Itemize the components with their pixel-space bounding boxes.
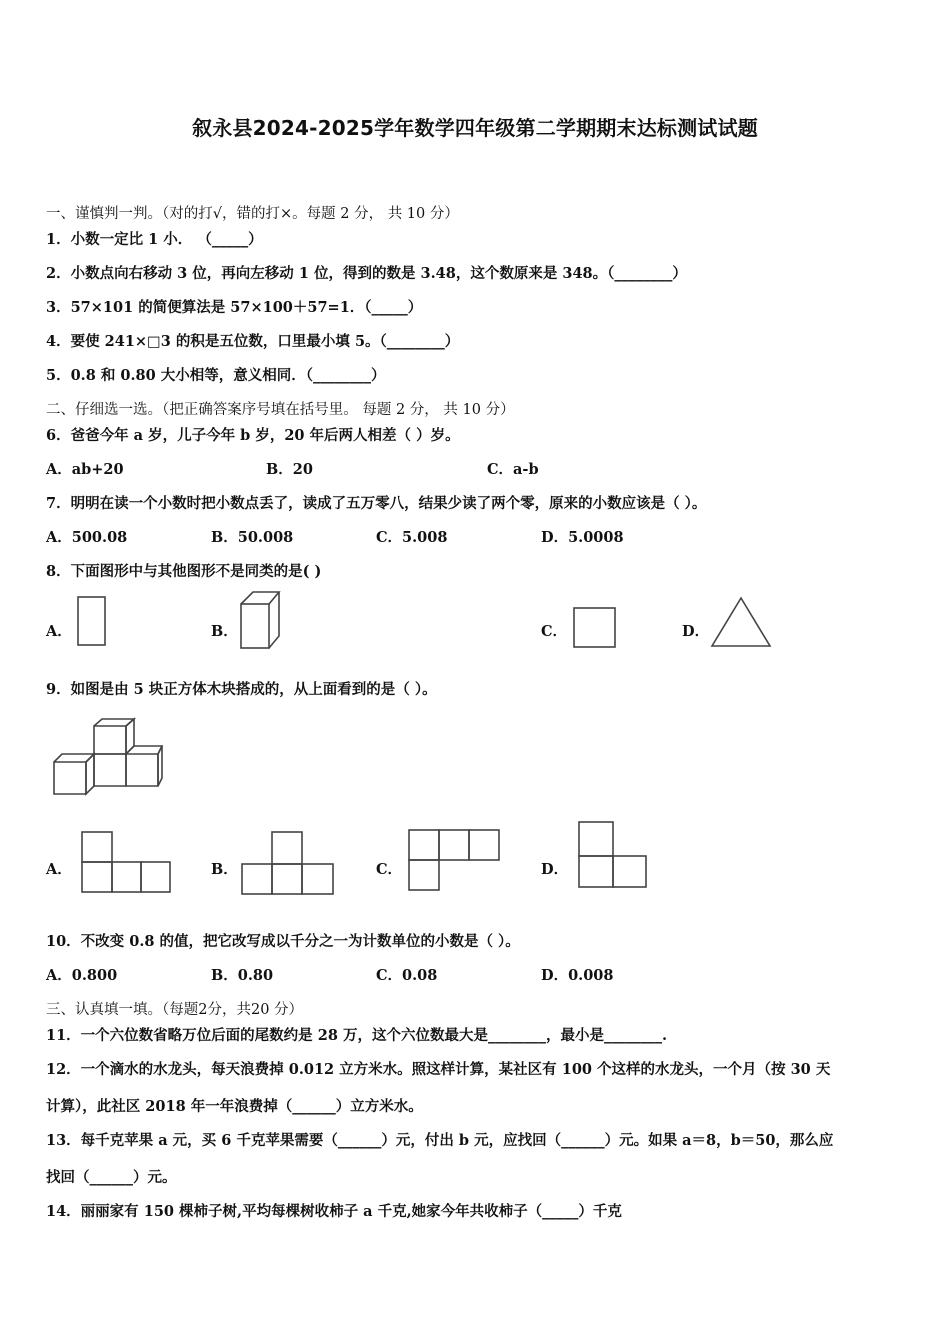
- question-3: 3．57×101 的简便算法是 57×100＋57=1．（_____）: [46, 299, 423, 316]
- square-shape: [574, 608, 615, 647]
- q8-triangle-figure: [710, 596, 774, 650]
- square: [613, 856, 646, 887]
- q7-option-a: A．500.08: [46, 529, 128, 546]
- q10-option-c: C．0.08: [376, 967, 438, 984]
- q8-cuboid-figure: [239, 590, 283, 650]
- cube-4-side: [126, 719, 134, 754]
- cuboid-side-face: [269, 592, 279, 648]
- q10-option-b: B．0.80: [211, 967, 274, 984]
- q9-cube-stack-figure: [50, 716, 168, 800]
- triangle-shape: [712, 598, 770, 646]
- question-10: 10．不改变 0.8 的值，把它改写成以千分之一为计数单位的小数是（ ）。: [46, 933, 520, 950]
- square: [242, 864, 272, 894]
- q9-option-b-figure: [240, 830, 336, 896]
- square: [409, 830, 439, 860]
- q6-option-c: C．a-b: [487, 461, 539, 478]
- question-2: 2．小数点向右移动 3 位，再向左移动 1 位，得到的数是 3.48，这个数原来是 348。（________）: [46, 265, 687, 282]
- q7-option-c: C．5.008: [376, 529, 448, 546]
- q8-option-a: A．: [46, 623, 72, 640]
- q9-option-d: D．: [541, 861, 569, 878]
- square: [141, 862, 170, 892]
- q9-option-d-figure: [577, 820, 649, 890]
- square: [302, 864, 333, 894]
- cube-3-top: [126, 746, 162, 754]
- q8-option-b: B．: [211, 623, 238, 640]
- cube-1-side: [86, 754, 94, 794]
- q8-option-c: C．: [541, 623, 568, 640]
- q8-option-d: D．: [682, 623, 710, 640]
- question-5: 5．0.8 和 0.80 大小相等，意义相同．（________）: [46, 367, 386, 384]
- question-8: 8．下面图形中与其他图形不是同类的是( ): [46, 563, 322, 580]
- q9-option-b: B．: [211, 861, 238, 878]
- q7-option-b: B．50.008: [211, 529, 294, 546]
- q9-option-a-figure: [80, 830, 172, 894]
- cube-2-front: [94, 754, 126, 786]
- question-1: 1．小数一定比 1 小． （_____）: [46, 231, 263, 248]
- square: [112, 862, 141, 892]
- q10-option-d: D．0.008: [541, 967, 614, 984]
- q9-option-a: A．: [46, 861, 72, 878]
- question-4: 4．要使 241×□3 的积是五位数，口里最小填 5。（________）: [46, 333, 460, 350]
- cube-4-front: [94, 726, 126, 754]
- square: [82, 862, 112, 892]
- q6-option-a: A．ab+20: [46, 461, 124, 478]
- q9-option-c: C．: [376, 861, 403, 878]
- question-7: 7．明明在读一个小数时把小数点丢了，读成了五万零八，结果少读了两个零，原来的小数应该是（ ）。: [46, 495, 707, 512]
- q10-option-a: A．0.800: [46, 967, 118, 984]
- section-2-heading: 二、仔细选一选。（把正确答案序号填在括号里。 每题 2 分， 共 10 分）: [46, 402, 515, 418]
- square: [409, 860, 439, 890]
- question-12-line-1: 12．一个滴水的水龙头，每天浪费掉 0.012 立方米水。照这样计算，某社区有 100 个这样的水龙头，一个月（按 30 天: [46, 1061, 831, 1078]
- q7-option-d: D．5.0008: [541, 529, 624, 546]
- question-14: 14．丽丽家有 150 棵柿子树,平均每棵树收柿子 a 千克,她家今年共收柿子（_____）千克: [46, 1203, 622, 1220]
- square: [439, 830, 469, 860]
- square: [579, 856, 613, 887]
- q8-square-figure: [572, 606, 618, 650]
- cube-3-front: [126, 754, 158, 786]
- question-6: 6．爸爸今年 a 岁，儿子今年 b 岁，20 年后两人相差（ ）岁。: [46, 427, 460, 444]
- section-1-heading: 一、谨慎判一判。（对的打√，错的打×。每题 2 分， 共 10 分）: [46, 206, 459, 222]
- cube-1-front: [54, 762, 86, 794]
- q8-rectangle-figure: [76, 595, 108, 647]
- square: [469, 830, 499, 860]
- square: [272, 864, 302, 894]
- page-title: 叙永县2024-2025学年数学四年级第二学期期末达标测试试题: [192, 116, 758, 140]
- cube-3-side: [158, 746, 162, 786]
- question-12-line-2: 计算），此社区 2018 年一年浪费掉（______）立方米水。: [46, 1098, 423, 1115]
- cuboid-top-face: [241, 592, 279, 604]
- question-11: 11．一个六位数省略万位后面的尾数约是 28 万，这个六位数最大是________，最小是________.: [46, 1027, 667, 1044]
- question-13-line-1: 13．每千克苹果 a 元，买 6 千克苹果需要（______）元，付出 b 元，应找回（______）元。如果 a＝8，b＝50，那么应: [46, 1132, 834, 1149]
- square: [579, 822, 613, 856]
- cuboid-front-face: [241, 604, 269, 648]
- q6-option-b: B．20: [266, 461, 313, 478]
- question-13-line-2: 找回（______）元。: [46, 1169, 177, 1186]
- question-9: 9．如图是由 5 块正方体木块搭成的，从上面看到的是（ ）。: [46, 681, 437, 698]
- square: [272, 832, 302, 864]
- rectangle-shape: [78, 597, 105, 645]
- section-3-heading: 三、认真填一填。（每题2分，共20 分）: [46, 1002, 304, 1018]
- square: [82, 832, 112, 862]
- q9-option-c-figure: [407, 828, 503, 892]
